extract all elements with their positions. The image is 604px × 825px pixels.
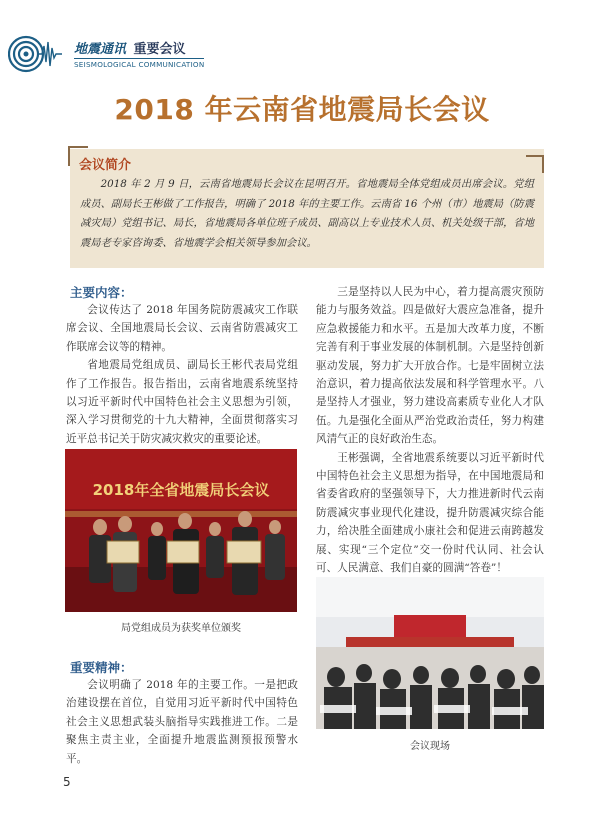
paragraph: 省地震局党组成员、副局长王彬代表局党组作了工作报告。报告指出，云南省地震系统坚持以习近平新时代中国特色社会主义思想为引领，深入学习贯彻党的十九大精神，全面贯彻落实习近平总书记关于防灾减灾救灾的重要论述。 (66, 359, 298, 445)
section-name: 重要会议 (133, 42, 186, 57)
corner-bracket-icon (526, 155, 544, 173)
paragraph: 会议传达了 2018 年国务院防震减灾工作联席会议、全国地震局长会议、云南省防震减灾工作联席会议等的精神。 (66, 304, 298, 353)
intro-text: 2018 年 2 月 9 日，云南省地震局长会议在昆明召开。省地震局全体党组成员出席会议。党组成员、副局长王彬做了工作报告，明确了 2018 年的主要工作。云南省 16 个州（市）地震局（防震减灾局）党组书记、局长，省地震局各单位班子成员、副高以上专业技术人员、机关处级干部，省地震局老专家咨询委、省地震学会相关领导参加会议。 (80, 178, 534, 249)
paragraph: 三是坚持以人民为中心，着力提高震灾预防能力与服务效益。四是做好大震应急准备，提升应急救援能力和水平。五是加大改革力度，不断完善有利于事业发展的体制机制。六是坚持创新驱动发展，努力扩大开放合作。七是牢固树立法治意识，着力提高依法发展和科学管理水平。八是坚持人才强业，努力建设高素质专业化人才队伍。九是强化全面从严治党政治责任，努力构建风清气正的良好政治生态。 (316, 286, 544, 446)
main-content-body (66, 301, 298, 448)
photo1-caption: 局党组成员为获奖单位颁奖 (121, 623, 241, 634)
intro-heading: 会议简介 (79, 158, 132, 173)
page-number: 5 (63, 775, 71, 789)
banner-text: 2018年全省地震局长会议 (92, 481, 270, 499)
main-content-heading: 主要内容： (70, 285, 133, 300)
key-spirit-body (66, 676, 298, 768)
paragraph: 王彬强调，全省地震系统要以习近平新时代中国特色社会主义思想为指导，在中国地震局和省委省政府的坚强领导下，大力推进新时代云南防震减灾事业现代化建设，提升防震减灾综合能力，给决胜全面建成小康社会和促进云南跨越发展、实现“三个定位”交一份时代认同、社会认可、人民满意、我们自豪的圆满“答卷”！ (316, 451, 544, 575)
seismograph-logo-icon (8, 34, 62, 74)
magazine-header (8, 34, 248, 74)
meeting-venue-photo (316, 577, 544, 729)
key-spirit-heading: 重要精神： (70, 660, 133, 675)
award-ceremony-photo (65, 449, 297, 612)
magazine-subtitle: SEISMOLOGICAL COMMUNICATION (74, 60, 205, 69)
right-column-body (316, 283, 544, 578)
magazine-title (74, 38, 186, 57)
photo2-caption: 会议现场 (410, 741, 450, 752)
article-title: 2018 年云南省地震局长会议 (114, 93, 490, 126)
paragraph: 会议明确了 2018 年的主要工作。一是把政治建设摆在首位，自觉用习近平新时代中国特色社会主义思想武装头脑指导实践推进工作。二是聚焦主责主业，全面提升地震监测预报预警水平。 (66, 679, 298, 765)
magazine-name: 地震通讯 (74, 42, 127, 57)
